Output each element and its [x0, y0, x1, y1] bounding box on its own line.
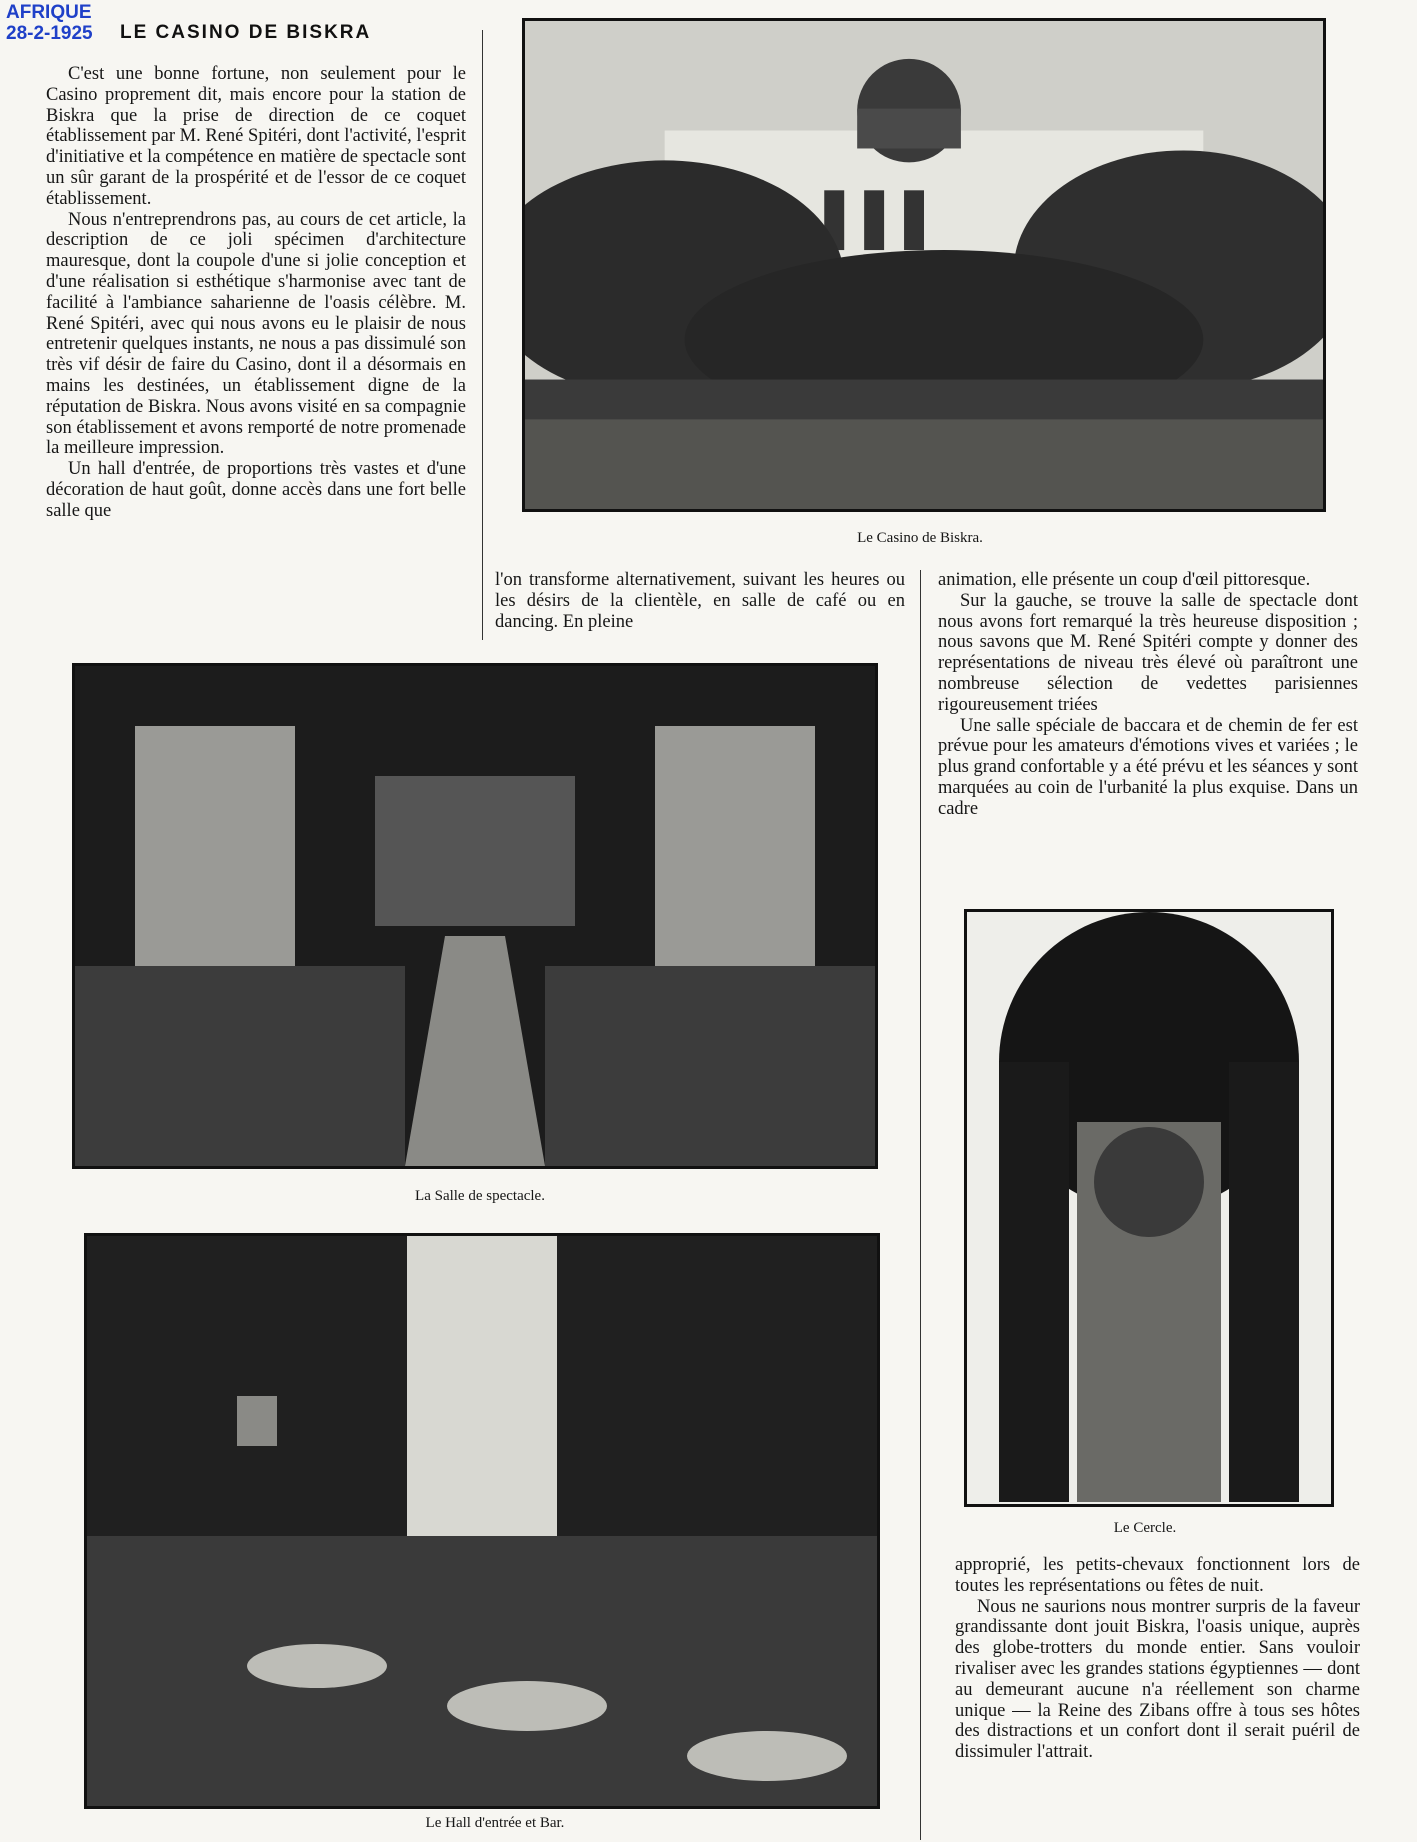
paragraph: C'est une bonne fortune, non seulement pour le Casino proprement dit, mais encore pour la station de Biskra que la prise de direction de ce coquet établissement par M. René Spitéri, dont l'activité, l'esprit d'initiative et la compétence en matière de spectacle sont un sûr garant de la prospérité et de l'essor de ce coquet établissement.: [46, 64, 466, 209]
stamp-date: 28-2-1925: [6, 23, 93, 44]
caption-hall: Le Hall d'entrée et Bar.: [425, 1815, 565, 1831]
photo-casino-exterior: [522, 18, 1326, 512]
paragraph: Une salle spéciale de baccara et de chemin de fer est prévue pour les amateurs d'émotions vives et variées ; le plus grand confortable y a été prévu et les séances y sont marquées au coin de l'urbanité la plus exquise. Dans un cadre: [938, 715, 1358, 819]
paragraph: Nous n'entreprendrons pas, au cours de cet article, la description de ce joli spécimen d'architecture mauresque, dont la coupole d'une si jolie conception et d'une réalisation si esthétique s'harmonise avec tant de facilité à l'ambiance saharienne de l'oasis célèbre. M. René Spitéri, avec qui nous avons eu le plaisir de nous entretenir quelques instants, ne nous a pas dissimulé son très vif désir de faire du Casino, dont il a désormais en mains les destinées, un établissement digne de la réputation de Biskra. Nous avons visité en sa compagnie son établissement et avons remporté de notre promenade la meilleure impression.: [46, 209, 466, 459]
caption-salle: La Salle de spectacle.: [415, 1188, 545, 1204]
photo-le-cercle: [964, 909, 1334, 1507]
stamp-region: AFRIQUE: [6, 2, 92, 23]
casino-exterior-image: [525, 21, 1323, 509]
paragraph: approprié, les petits-chevaux fonctionnent lors de toutes les représentations ou fêtes de nuit.: [955, 1555, 1360, 1596]
paragraph: Sur la gauche, se trouve la salle de spectacle dont nous avons fort remarqué la très heureuse disposition ; nous savons que M. René Spitéri compte y donner des représentations de niveau très élevé où paraîtront une nombreuse sélection de vedettes parisiennes rigoureusement triées: [938, 590, 1358, 715]
archive-stamp: [6, 2, 93, 44]
photo-hall-et-bar: [84, 1233, 880, 1809]
column-3-bottom: [955, 1555, 1360, 1763]
column-2: [495, 570, 905, 632]
cercle-image: [967, 912, 1331, 1504]
column-1: [46, 64, 466, 522]
article-headline: LE CASINO DE BISKRA: [120, 22, 372, 43]
paragraph: Nous ne saurions nous montrer surpris de la faveur grandissante dont jouit Biskra, l'oasis unique, auprès des globe-trotters du monde entier. Sans vouloir rivaliser avec les grandes stations égyptiennes — dont au demeurant aucune n'a réellement son charme unique — la Reine des Zibans offre à tous ses hôtes des distractions et un confort dont il serait puéril de dissimuler l'attrait.: [955, 1596, 1360, 1763]
caption-cercle: Le Cercle.: [1113, 1520, 1177, 1536]
column-rule: [920, 570, 921, 1840]
column-3-top: [938, 570, 1358, 820]
hall-image: [87, 1236, 877, 1806]
salle-image: [75, 666, 875, 1166]
paragraph: Un hall d'entrée, de proportions très vastes et d'une décoration de haut goût, donne accès dans une fort belle salle que: [46, 459, 466, 521]
photo-salle-de-spectacle: [72, 663, 878, 1169]
column-rule: [482, 30, 483, 640]
paragraph: animation, elle présente un coup d'œil pittoresque.: [938, 570, 1311, 590]
paragraph: l'on transforme alternativement, suivant les heures ou les désirs de la clientèle, en salle de café ou en dancing. En pleine: [495, 570, 905, 632]
caption-casino: Le Casino de Biskra.: [857, 530, 983, 546]
